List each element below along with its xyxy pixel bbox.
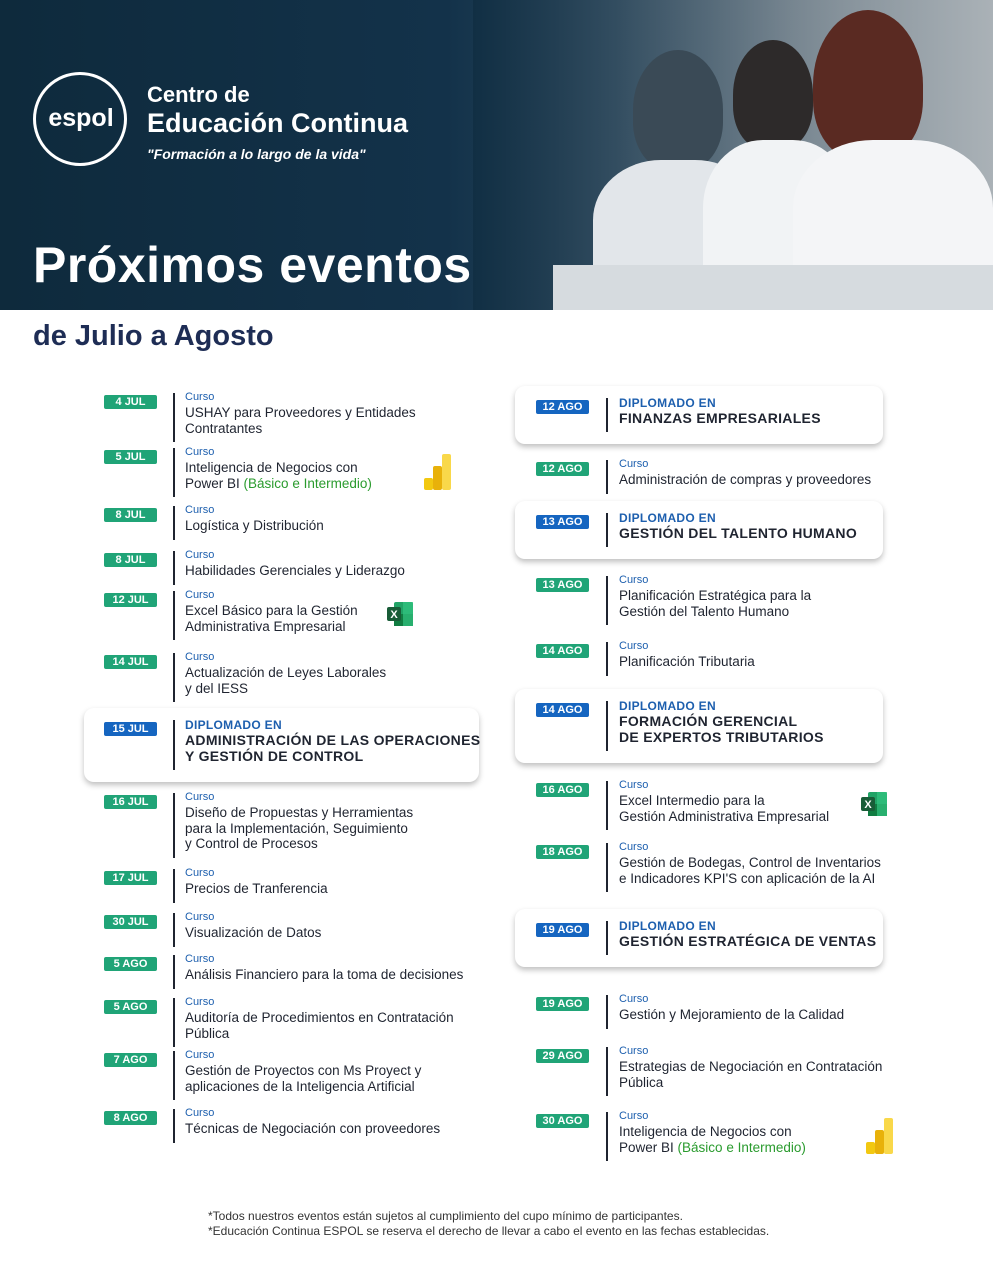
separator-bar [606, 460, 608, 494]
header-banner [0, 0, 993, 310]
date-badge: 29 AGO [536, 1049, 589, 1063]
event-type: Curso [619, 640, 649, 652]
event-title-text: Excel Intermedio para la [619, 793, 765, 808]
event-type: DIPLOMADO EN [619, 699, 716, 713]
event-title-text: Planificación Tributaria [619, 654, 755, 669]
event-type: Curso [185, 953, 215, 965]
event-title-text: Inteligencia de Negocios con [619, 1124, 792, 1139]
event-title-text: Power BI [619, 1139, 674, 1155]
event-title-line [185, 563, 405, 579]
date-badge: 17 JUL [104, 871, 157, 885]
event-title-line [185, 881, 328, 897]
separator-bar [606, 995, 608, 1029]
event-title-line [619, 1059, 882, 1075]
excel-icon [860, 791, 888, 817]
event-title-line [619, 1007, 844, 1023]
event-title-line [185, 476, 372, 492]
event-title-line [619, 410, 821, 426]
event-title-text: y del IESS [185, 680, 249, 696]
event-title-line [619, 654, 755, 670]
separator-bar [173, 393, 175, 442]
separator-bar [606, 1047, 608, 1096]
footnote: *Todos nuestros eventos están sujetos al cumplimiento del cupo mínimo de participantes. [208, 1209, 683, 1223]
event-title-text: Gestión de Proyectos con Ms Proyect y [185, 1063, 422, 1078]
event-title-text: FORMACIÓN GERENCIAL [619, 713, 798, 729]
separator-bar [606, 1112, 608, 1161]
date-badge: 18 AGO [536, 845, 589, 859]
event-title-text: Gestión del Talento Humano [619, 603, 790, 619]
date-badge: 4 JUL [104, 395, 157, 409]
date-badge: 7 AGO [104, 1053, 157, 1067]
person-head [633, 50, 723, 170]
event-type: Curso [185, 589, 215, 601]
event-type: Curso [185, 996, 215, 1008]
date-badge: 13 AGO [536, 578, 589, 592]
date-badge: 19 AGO [536, 997, 589, 1011]
separator-bar [173, 913, 175, 947]
event-title-text: ADMINISTRACIÓN DE LAS OPERACIONES [185, 732, 481, 748]
event-title-line [185, 619, 346, 635]
page-subtitle: de Julio a Agosto [33, 320, 274, 352]
event-title-line [185, 421, 262, 437]
event-type: Curso [185, 1049, 215, 1061]
svg-text:X: X [864, 799, 872, 811]
power-bi-icon [866, 1118, 894, 1154]
event-title-text: Gestión Administrativa Empresarial [619, 808, 830, 824]
event-title-text: Gestión y Mejoramiento de la Calidad [619, 1007, 845, 1022]
event-title-text: Administrativa Empresarial [185, 618, 346, 634]
date-badge: 12 AGO [536, 400, 589, 414]
separator-bar [173, 720, 175, 770]
separator-bar [173, 1109, 175, 1143]
event-title-text: Diseño de Propuestas y Herramientas [185, 805, 414, 820]
event-title-text: FINANZAS EMPRESARIALES [619, 410, 821, 426]
separator-bar [173, 506, 175, 540]
event-title-text: para la Implementación, Seguimiento [185, 820, 408, 836]
separator-bar [173, 653, 175, 702]
separator-bar [173, 869, 175, 903]
event-title-line [185, 405, 416, 421]
event-type: Curso [185, 549, 215, 561]
event-type: Curso [185, 867, 215, 879]
separator-bar [606, 701, 608, 751]
date-badge: 13 AGO [536, 515, 589, 529]
event-type: Curso [185, 791, 215, 803]
event-type: Curso [619, 779, 649, 791]
event-title-text: e Indicadores KPI'S con aplicación de la AI [619, 870, 876, 886]
event-title-text: Auditoría de Procedimientos en Contratación [185, 1010, 454, 1025]
excel-icon [386, 601, 414, 627]
event-type: Curso [185, 504, 215, 516]
center-name-line1: Centro de [147, 82, 250, 107]
event-title-line [185, 1026, 229, 1042]
event-title-text: USHAY para Proveedores y Entidades [185, 405, 416, 420]
event-title-text: Planificación Estratégica para la [619, 588, 812, 603]
separator-bar [606, 843, 608, 892]
event-title-text: Estrategias de Negociación en Contratación [619, 1059, 883, 1074]
separator-bar [173, 551, 175, 585]
desk [553, 265, 993, 310]
event-title-line [619, 933, 876, 949]
person-head [733, 40, 813, 150]
event-title-text: Pública [185, 1025, 230, 1041]
event-title-line [185, 925, 321, 941]
separator-bar [173, 1051, 175, 1100]
event-title-text: Pública [619, 1074, 664, 1090]
espol-logo: espol [48, 104, 114, 132]
separator-bar [173, 448, 175, 497]
separator-bar [173, 591, 175, 640]
event-title-line [619, 604, 789, 620]
event-title-line [185, 732, 480, 748]
event-title-line [185, 681, 248, 697]
person-head [813, 10, 923, 160]
event-title-text: Visualización de Datos [185, 925, 322, 940]
event-title-text: GESTIÓN DEL TALENTO HUMANO [619, 525, 858, 541]
event-title-text: Logística y Distribución [185, 518, 324, 533]
footnote: *Educación Continua ESPOL se reserva el derecho de llevar a cabo el evento en las fechas establecidas. [208, 1224, 770, 1238]
date-badge: 14 AGO [536, 703, 589, 717]
event-title-line [185, 665, 386, 681]
event-title-line [185, 1079, 415, 1095]
event-title-text: Inteligencia de Negocios con [185, 460, 358, 475]
slogan: "Formación a lo largo de la vida" [147, 146, 366, 162]
separator-bar [173, 955, 175, 989]
event-title-text: Precios de Tranferencia [185, 881, 328, 896]
date-badge: 14 JUL [104, 655, 157, 669]
power-bi-icon [424, 454, 452, 490]
event-type: DIPLOMADO EN [619, 396, 716, 410]
event-title-line [185, 1063, 421, 1079]
separator-bar [606, 642, 608, 676]
event-title-text: Contratantes [185, 420, 263, 436]
event-title-line [619, 729, 824, 745]
event-title-line [185, 518, 324, 534]
event-type: Curso [185, 911, 215, 923]
event-type: Curso [185, 1107, 215, 1119]
event-type: Curso [619, 993, 649, 1005]
event-title-text: Gestión de Bodegas, Control de Inventarios [619, 855, 881, 870]
event-title-line [185, 805, 413, 821]
separator-bar [606, 921, 608, 955]
event-title-line [185, 460, 358, 476]
date-badge: 15 JUL [104, 722, 157, 736]
event-title-line [619, 793, 765, 809]
event-type: Curso [619, 458, 649, 470]
svg-text:X: X [390, 609, 398, 621]
event-title-line [619, 809, 829, 825]
separator-bar [173, 998, 175, 1047]
event-title-text: Y GESTIÓN DE CONTROL [185, 748, 364, 764]
date-badge: 30 AGO [536, 1114, 589, 1128]
event-type: DIPLOMADO EN [185, 718, 282, 732]
date-badge: 8 AGO [104, 1111, 157, 1125]
date-badge: 16 AGO [536, 783, 589, 797]
event-title-line [619, 713, 797, 729]
event-title-text: Power BI [185, 475, 240, 491]
event-title-line [185, 836, 318, 852]
course-level: (Básico e Intermedio) [677, 1139, 806, 1155]
event-title-line [185, 748, 363, 764]
event-type: Curso [185, 446, 215, 458]
date-badge: 5 JUL [104, 450, 157, 464]
separator-bar [606, 513, 608, 547]
event-type: Curso [619, 841, 649, 853]
date-badge: 8 JUL [104, 553, 157, 567]
event-title-line [185, 603, 358, 619]
event-title-text: DE EXPERTOS TRIBUTARIOS [619, 729, 824, 745]
page-title: Próximos eventos [33, 237, 472, 293]
event-title-text: aplicaciones de la Inteligencia Artificial [185, 1078, 415, 1094]
separator-bar [173, 793, 175, 858]
date-badge: 12 AGO [536, 462, 589, 476]
separator-bar [606, 576, 608, 625]
event-type: DIPLOMADO EN [619, 511, 716, 525]
event-title-line [619, 472, 871, 488]
date-badge: 30 JUL [104, 915, 157, 929]
separator-bar [606, 781, 608, 830]
event-title-line [619, 1075, 663, 1091]
event-title-line [185, 967, 463, 983]
event-title-text: Actualización de Leyes Laborales [185, 665, 387, 680]
event-title-line [619, 525, 857, 541]
event-title-line [619, 855, 881, 871]
event-title-text: Administración de compras y proveedores [619, 472, 872, 487]
date-badge: 14 AGO [536, 644, 589, 658]
event-type: Curso [619, 1110, 649, 1122]
event-title-line [185, 1010, 454, 1026]
event-type: Curso [185, 651, 215, 663]
event-title-line [619, 1124, 792, 1140]
event-title-line [619, 871, 875, 887]
event-type: Curso [185, 391, 215, 403]
date-badge: 5 AGO [104, 957, 157, 971]
event-title-text: GESTIÓN ESTRATÉGICA DE VENTAS [619, 933, 877, 949]
date-badge: 8 JUL [104, 508, 157, 522]
header-photo [473, 0, 993, 310]
event-title-line [619, 1140, 806, 1156]
date-badge: 12 JUL [104, 593, 157, 607]
date-badge: 5 AGO [104, 1000, 157, 1014]
event-title-text: Excel Básico para la Gestión [185, 603, 358, 618]
course-level: (Básico e Intermedio) [243, 475, 372, 491]
event-title-line [185, 1121, 440, 1137]
event-title-text: Habilidades Gerenciales y Liderazgo [185, 563, 405, 578]
event-title-text: Análisis Financiero para la toma de decisiones [185, 967, 464, 982]
event-title-text: Técnicas de Negociación con proveedores [185, 1121, 441, 1136]
event-title-line [619, 588, 811, 604]
separator-bar [606, 398, 608, 432]
event-title-text: y Control de Procesos [185, 836, 318, 851]
date-badge: 16 JUL [104, 795, 157, 809]
date-badge: 19 AGO [536, 923, 589, 937]
event-type: Curso [619, 574, 649, 586]
event-type: Curso [619, 1045, 649, 1057]
center-name-line2: Educación Continua [147, 108, 409, 138]
event-title-line [185, 821, 408, 837]
event-type: DIPLOMADO EN [619, 919, 716, 933]
